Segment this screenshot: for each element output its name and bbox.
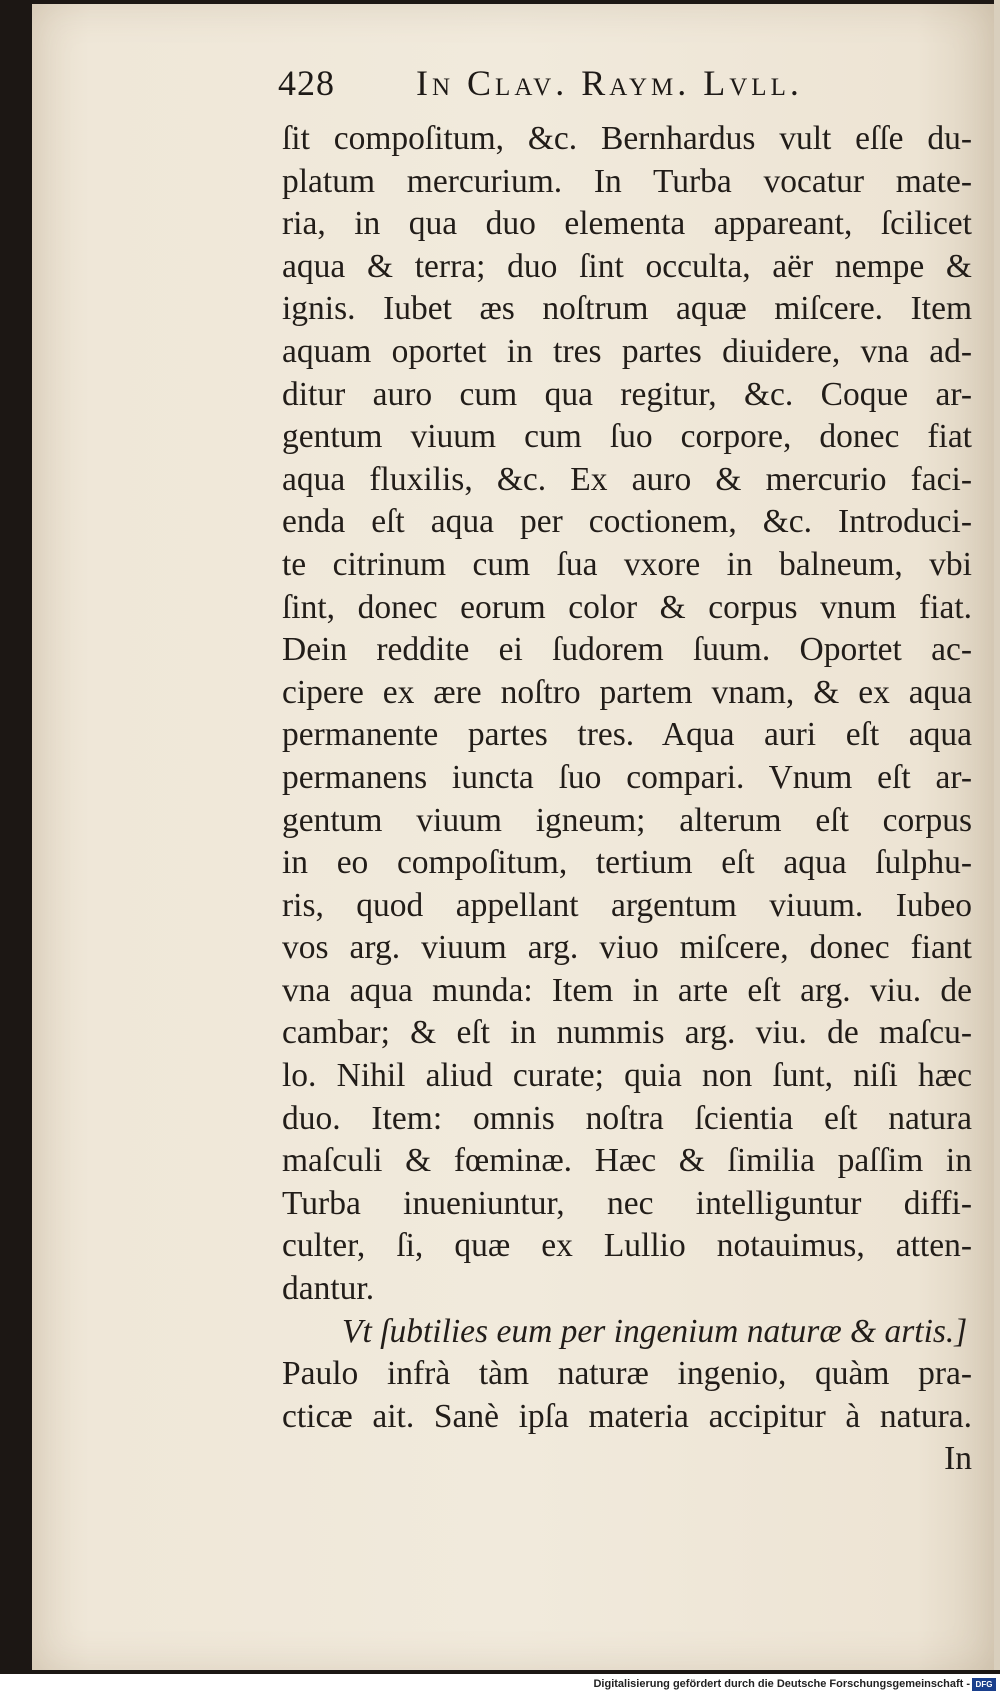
footer-credit: Digitalisierung gefördert durch die Deutsche Forschungsgemeinschaft -	[593, 1678, 970, 1690]
text-line: ris, quod appellant argentum viuum. Iubeo	[282, 886, 972, 924]
text-line: aquam oportet in tres partes diuidere, vna ad-	[282, 332, 972, 370]
text-line: ria, in qua duo elementa appareant, ſcilicet	[282, 205, 972, 243]
text-line: culter, ſi, quæ ex Lullio notauimus, atten-	[282, 1227, 972, 1265]
text-line: dantur.	[282, 1270, 375, 1308]
body-paragraph	[282, 118, 972, 1311]
text-line: ſit compoſitum, &c. Bernhardus vult eſſe du-	[282, 120, 972, 157]
text-line: gentum viuum cum ſuo corpore, donec fiat	[282, 418, 972, 456]
catchword: In	[944, 1440, 972, 1478]
text-line: permanens iuncta ſuo compari. Vnum eſt ar-	[282, 758, 972, 796]
lemma-line: Vt ſubtilies eum per ingenium naturæ & artis.]	[342, 1312, 968, 1350]
text-line: te citrinum cum ſua vxore in balneum, vbi	[282, 545, 972, 583]
text-line: platum mercurium. In Turba vocatur mate-	[282, 162, 972, 200]
text-line: enda eſt aqua per coctionem, &c. Introduci-	[282, 503, 972, 541]
page-number: 428	[278, 63, 335, 103]
text-line: vna aqua munda: Item in arte eſt arg. viu. de	[282, 971, 972, 1009]
text-line: Dein reddite ei ſudorem ſuum. Oportet ac-	[282, 631, 972, 669]
text-line: cambar; & eſt in nummis arg. viu. de maſcu-	[282, 1014, 972, 1052]
text-line: maſculi & fœminæ. Hæc & ſimilia paſſim in	[282, 1142, 972, 1180]
text-line: ſint, donec eorum color & corpus vnum fiat.	[282, 588, 972, 626]
text-line: aqua fluxilis, &c. Ex auro & mercurio faci-	[282, 460, 972, 498]
text-line: Turba inueniuntur, nec intelliguntur diffi-	[282, 1184, 972, 1222]
commentary-paragraph	[282, 1353, 972, 1438]
text-line: ditur auro cum qua regitur, &c. Coque ar-	[282, 375, 972, 413]
text-line: permanente partes tres. Aqua auri eſt aqua	[282, 716, 972, 754]
page-edge	[994, 0, 1000, 1670]
text-line: gentum viuum igneum; alterum eſt corpus	[282, 801, 972, 839]
body-text	[282, 118, 972, 1481]
dfg-logo-icon: DFG	[972, 1678, 996, 1691]
text-line: vos arg. viuum arg. viuo miſcere, donec fiant	[282, 929, 972, 967]
page-header	[278, 62, 958, 112]
text-line: aqua & terra; duo ſint occulta, aër nempe &	[282, 247, 972, 285]
text-line: ignis. Iubet æs noſtrum aquæ miſcere. Item	[282, 290, 972, 328]
text-line: lo. Nihil aliud curate; quia non ſunt, niſi hæc	[282, 1057, 972, 1095]
text-line: cticæ ait. Sanè ipſa materia accipitur à natura.	[282, 1397, 972, 1435]
text-line: Paulo infrà tàm naturæ ingenio, quàm pra-	[282, 1355, 972, 1393]
digitization-footer	[0, 1674, 1000, 1695]
text-line: in eo compoſitum, tertium eſt aqua ſulphu-	[282, 844, 972, 882]
running-head: In Clav. Raym. Lvll.	[416, 63, 803, 103]
text-line: cipere ex ære noſtro partem vnam, & ex aqua	[282, 673, 972, 711]
text-line: duo. Item: omnis noſtra ſcientia eſt natura	[282, 1099, 972, 1137]
